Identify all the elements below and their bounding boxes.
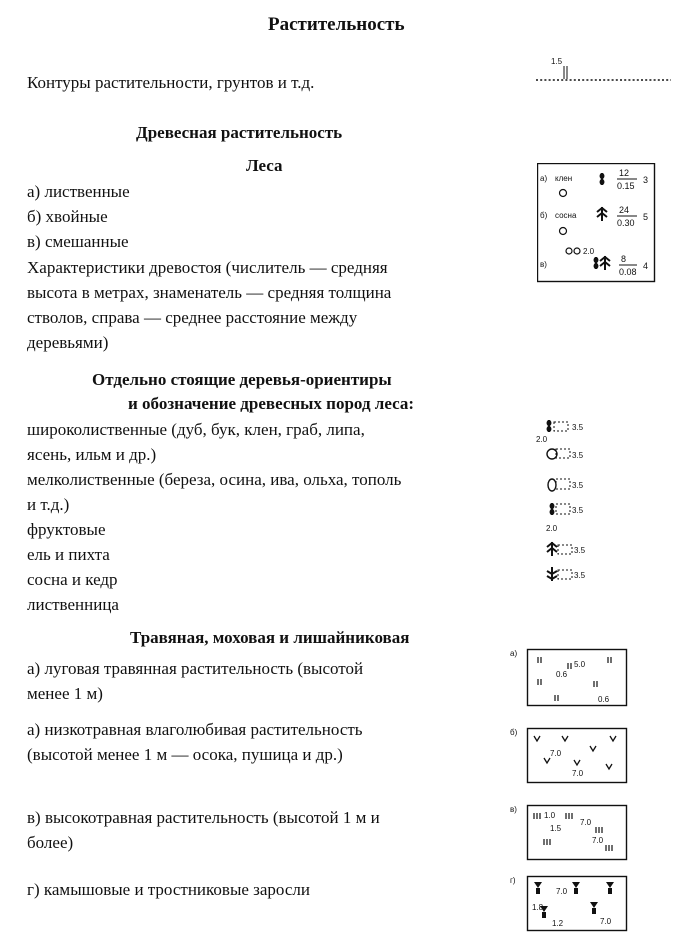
tallgrass-label-3: 7.0 [580, 818, 592, 827]
forest-item-deciduous: а) лиственные [27, 182, 130, 201]
contours-label: Контуры растительности, грунтов и т.д. [27, 73, 315, 92]
forest-a-numerator: 12 [619, 168, 630, 178]
landmark-heading-line1: Отдельно стоящие деревья-ориентиры [92, 370, 392, 389]
forest-c-distance: 4 [643, 261, 649, 271]
smallleaf-tree-symbol [542, 476, 602, 496]
deciduous-tree-icon [600, 173, 605, 185]
landmark-line: мелколиственные (береза, осина, ива, ольха, тополь [27, 470, 402, 489]
broadleaf-size-label: 3.5 [572, 423, 584, 432]
forest-b-denominator: 0.30 [617, 218, 635, 228]
characteristics-line: высота в метрах, знаменатель — средняя толщина [27, 283, 392, 302]
spruce-fir-symbol [542, 541, 602, 561]
landmark-heading-line2: и обозначение древесных пород леса: [128, 394, 414, 413]
mixed-conifer-icon [600, 256, 610, 270]
grass-item-meadow: а) луговая травянная растительность (высотой [27, 659, 364, 678]
grass-item-reeds: г) камышовые и тростниковые заросли [27, 880, 310, 899]
pine-cedar-symbol [542, 566, 602, 586]
tallgrass-label-4: 7.0 [592, 836, 604, 845]
reeds-symbol-box [510, 872, 632, 934]
characteristics-line: Характеристики древостоя (числитель — средняя [27, 258, 388, 277]
reeds-label-2: 1.8 [532, 903, 544, 912]
forest-a-distance: 3 [643, 175, 649, 185]
broadleaf-side-label: 2.0 [536, 435, 548, 444]
contour-value: 1.5 [551, 57, 563, 66]
grass-item-lowgrass: а) низкотравная влаголюбивая растительность [27, 720, 363, 739]
grass-item-meadow: менее 1 м) [27, 684, 103, 703]
broadleaf-circle-label: 3.5 [572, 451, 584, 460]
forest-b-numerator: 24 [619, 205, 630, 215]
mixed-tree-icon [594, 257, 599, 269]
lowgrass-tag: б) [510, 728, 518, 737]
grass-item-tallgrass: более) [27, 833, 74, 852]
meadow-tag: а) [510, 649, 518, 658]
pine-size-label: 3.5 [574, 571, 586, 580]
tallgrass-tag: в) [510, 805, 517, 814]
woody-vegetation-heading: Древесная растительность [136, 123, 343, 142]
tallgrass-symbol-box [510, 801, 632, 863]
forest-item-coniferous: б) хвойные [27, 207, 108, 226]
forests-heading: Леса [246, 156, 283, 175]
fruit-tree-symbol [542, 501, 602, 535]
forest-c-tag: в) [540, 260, 547, 269]
forest-a-denominator: 0.15 [617, 181, 635, 191]
grass-heading: Травяная, моховая и лишайниковая [130, 628, 410, 647]
landmark-line: и т.д.) [27, 495, 70, 514]
tallgrass-label-1: 1.0 [544, 811, 556, 820]
characteristics-line: деревьями) [27, 333, 109, 352]
meadow-label-3: 0.6 [598, 695, 610, 704]
characteristics-line: стволов, справа — среднее расстояние между [27, 308, 358, 327]
meadow-label-1: 5.0 [574, 660, 586, 669]
smallleaf-size-label: 3.5 [572, 481, 584, 490]
broadleaf-circle-symbol [542, 446, 602, 466]
broadleaf-tree-symbol [536, 418, 596, 448]
reeds-label-3: 1.2 [552, 919, 564, 928]
reeds-label-4: 7.0 [600, 917, 612, 926]
forest-symbol-box [537, 163, 657, 283]
landmark-line: широколиственные (дуб, бук, клен, граб, липа, [27, 420, 365, 439]
page-title: Растительность [268, 14, 405, 35]
conifer-tree-icon [597, 207, 607, 221]
spruce-size-label: 3.5 [574, 546, 586, 555]
forest-c-numerator: 8 [621, 254, 627, 264]
grass-item-tallgrass: в) высокотравная растительность (высотой 1 м и [27, 808, 380, 827]
lowgrass-label-2: 7.0 [572, 769, 584, 778]
landmark-line: фруктовые [27, 520, 106, 539]
lowgrass-symbol-box [510, 724, 632, 786]
tallgrass-label-2: 1.5 [550, 824, 562, 833]
landmark-line: сосна и кедр [27, 570, 118, 589]
forest-a-species: клен [555, 174, 573, 183]
reeds-label-1: 7.0 [556, 887, 568, 896]
forest-item-mixed: в) смешанные [27, 232, 129, 251]
fruit-size-label: 3.5 [572, 506, 584, 515]
meadow-label-2: 0.6 [556, 670, 568, 679]
forest-a-tag: а) [540, 174, 548, 183]
lowgrass-label-1: 7.0 [550, 749, 562, 758]
meadow-symbol-box [510, 645, 632, 710]
landmark-line: ясень, ильм и др.) [27, 445, 157, 464]
grass-item-lowgrass: (высотой менее 1 м — осока, пушица и др.) [27, 745, 343, 764]
forest-b-tag: б) [540, 211, 548, 220]
fruit-side-label: 2.0 [546, 524, 558, 533]
landmark-line: ель и пихта [27, 545, 110, 564]
forest-b-distance: 5 [643, 212, 649, 222]
forest-c-denominator: 0.08 [619, 267, 637, 277]
landmark-line: лиственница [27, 595, 119, 614]
reeds-tag: г) [510, 876, 516, 885]
contour-line-symbol [536, 56, 671, 86]
forest-b-species: сосна [555, 211, 577, 220]
forest-c-mark: 2.0 [583, 247, 595, 256]
